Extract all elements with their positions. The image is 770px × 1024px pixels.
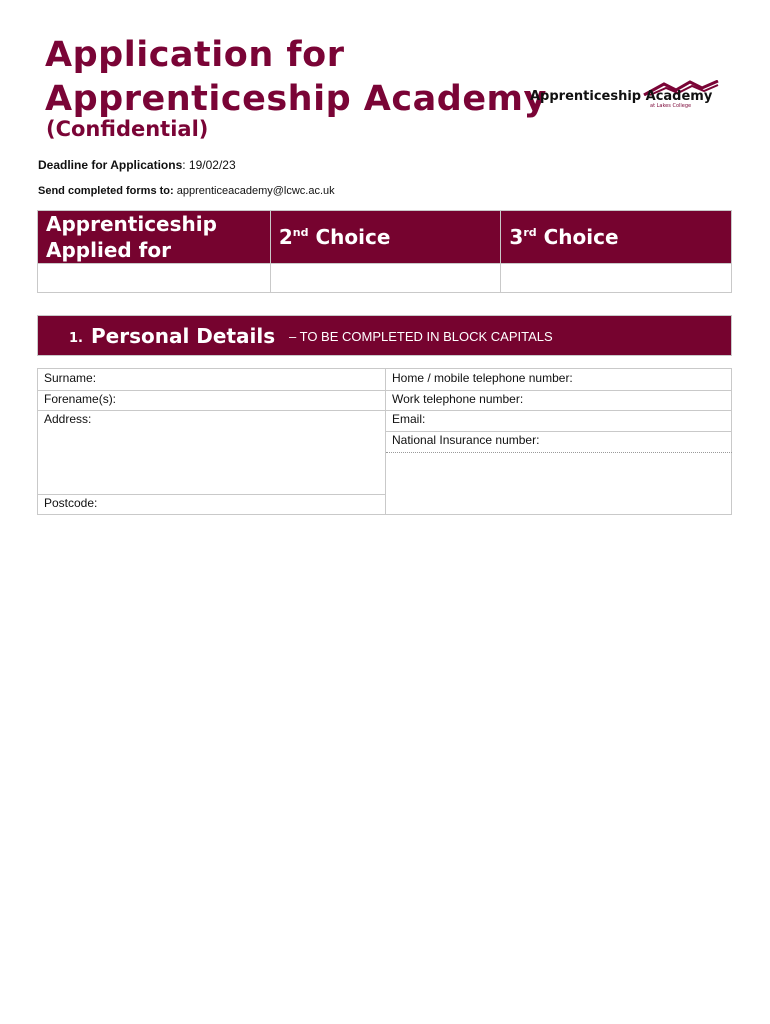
deadline-value: : 19/02/23 [182, 158, 236, 172]
section-note: – TO BE COMPLETED IN BLOCK CAPITALS [289, 329, 553, 344]
home-phone-field[interactable] [386, 369, 732, 390]
work-phone-field[interactable] [386, 390, 732, 410]
address-field[interactable] [38, 410, 385, 494]
email-label: Email: [392, 412, 426, 426]
personal-details-table [37, 368, 732, 515]
form-title-line-1: Application for [45, 35, 345, 75]
postcode-label: Postcode: [44, 496, 98, 510]
forenames-field[interactable] [38, 390, 385, 410]
second-choice-word: Choice [308, 225, 391, 249]
form-subtitle: (Confidential) [46, 117, 209, 141]
third-choice-suffix: rd [523, 226, 537, 239]
second-choice-field[interactable] [270, 264, 501, 293]
ni-number-field[interactable] [386, 431, 732, 452]
third-choice-number: 3 [509, 225, 524, 249]
address-label: Address: [44, 412, 92, 426]
send-to-label: Send completed forms to: [38, 185, 174, 197]
deadline-label: Deadline for Applications [38, 158, 183, 172]
second-choice-number: 2 [278, 225, 293, 249]
second-choice-header [270, 211, 501, 264]
send-to-email: apprenticeacademy@lcwc.ac.uk [173, 185, 335, 197]
work-phone-label: Work telephone number: [392, 392, 524, 406]
section-number: 1. [69, 331, 83, 346]
apprenticeship-academy-logo [530, 80, 730, 110]
second-choice-suffix: nd [292, 226, 309, 239]
surname-field[interactable] [38, 369, 385, 390]
email-field[interactable] [386, 410, 732, 431]
first-choice-header [38, 211, 271, 264]
choice-input-row [38, 264, 732, 293]
apprenticeship-choice-table [37, 210, 732, 293]
surname-label: Surname: [44, 371, 97, 385]
form-title-line-2: Apprenticeship Academy [45, 79, 547, 119]
forenames-label: Forename(s): [44, 392, 117, 406]
third-choice-word: Choice [536, 225, 619, 249]
logo-text: Apprenticeship Academy [530, 89, 713, 104]
send-to-line [38, 185, 335, 197]
ni-number-label: National Insurance number: [392, 433, 540, 447]
blank-field[interactable] [386, 453, 732, 515]
third-choice-field[interactable] [501, 264, 732, 293]
logo-subtext: at Lakes College [650, 103, 692, 109]
home-phone-label: Home / mobile telephone number: [392, 371, 573, 385]
first-choice-field[interactable] [38, 264, 271, 293]
first-choice-header-line-1: Apprenticeship [46, 212, 217, 236]
third-choice-header [501, 211, 732, 264]
deadline-line [38, 158, 236, 172]
first-choice-header-line-2: Applied for [46, 238, 171, 262]
personal-details-section-header [37, 315, 732, 356]
section-title: Personal Details [91, 324, 276, 348]
choice-header-row [38, 211, 732, 264]
postcode-field[interactable] [38, 494, 385, 515]
